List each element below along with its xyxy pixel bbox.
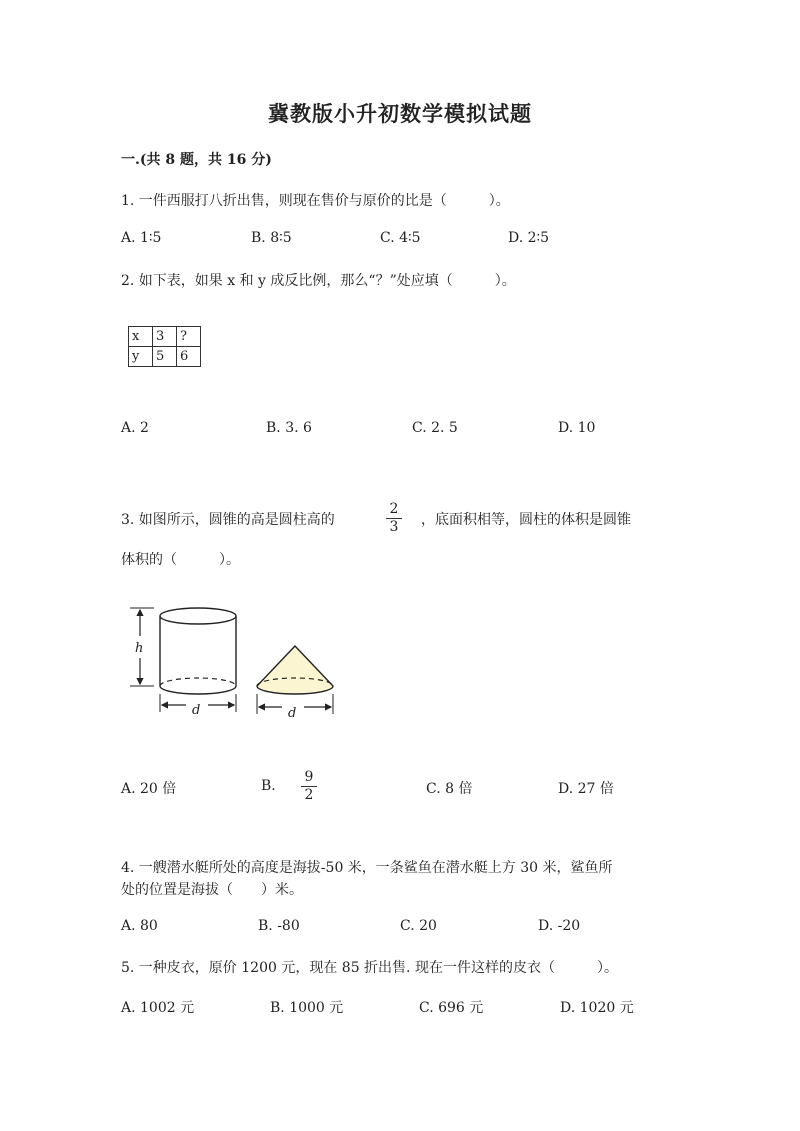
fraction-denominator: 3 [389, 519, 399, 535]
fraction-numerator: 9 [304, 769, 314, 785]
question-3-text-start: 3. 如图所示，圆锥的高是圆柱高的 [121, 512, 335, 528]
q5-option-a: A. 1002 元 [121, 1000, 195, 1016]
q1-option-a: A. 1∶5 [121, 230, 162, 246]
table-cell: ? [177, 327, 201, 347]
q4-option-b: B. -80 [258, 918, 300, 934]
question-3-text-line2: 体积的（ ）。 [121, 552, 240, 568]
fraction-nine-halves [301, 770, 317, 803]
q4-option-d: D. -20 [538, 918, 581, 934]
q2-option-c: C. 2. 5 [412, 420, 458, 436]
table-cell: 6 [177, 347, 201, 367]
q4-option-a: A. 80 [121, 918, 158, 934]
q3-option-a: A. 20 倍 [121, 781, 177, 797]
q3-option-d: D. 27 倍 [558, 781, 614, 797]
table-row [129, 327, 201, 347]
q1-option-d: D. 2∶5 [508, 230, 550, 246]
q1-option-c: C. 4∶5 [380, 230, 421, 246]
question-4-text-line2: 处的位置是海拔（ ）米。 [121, 882, 303, 898]
table-cell: y [129, 347, 153, 367]
fraction-denominator: 2 [304, 787, 314, 803]
question-5-text: 5. 一种皮衣，原价 1200 元，现在 85 折出售. 现在一件这样的皮衣（ ）。 [121, 960, 618, 976]
question-2-text: 2. 如下表，如果 x 和 y 成反比例，那么“？”处应填（ ）。 [121, 273, 516, 289]
page-title: 冀教版小升初数学模拟试题 [268, 101, 532, 126]
q2-option-d: D. 10 [558, 420, 596, 436]
question-1-text: 1. 一件西服打八折出售，则现在售价与原价的比是（ ）。 [121, 193, 510, 209]
q2-option-a: A. 2 [121, 420, 149, 436]
cylinder-diameter-label: d [192, 703, 201, 718]
q1-option-b: B. 8∶5 [251, 230, 292, 246]
question-4-text-line1: 4. 一艘潜水艇所处的高度是海拔-50 米，一条鲨鱼在潜水艇上方 30 米，鲨鱼所 [121, 860, 613, 876]
table-cell: 5 [153, 347, 177, 367]
q4-option-c: C. 20 [400, 918, 437, 934]
table-row [129, 347, 201, 367]
table-cell: 3 [153, 327, 177, 347]
section-heading: 一.(共 8 题，共 16 分) [121, 152, 272, 168]
cone-diameter-label: d [288, 706, 297, 721]
fraction-two-thirds [386, 502, 402, 535]
fraction-numerator: 2 [389, 501, 399, 517]
q5-option-c: C. 696 元 [419, 1000, 484, 1016]
question-3-text-end: ，底面积相等，圆柱的体积是圆锥 [421, 512, 631, 528]
height-label: h [135, 641, 144, 656]
q3-option-b: B. [261, 778, 276, 794]
q2-option-b: B. 3. 6 [266, 420, 312, 436]
cylinder-shape [160, 608, 236, 694]
cone-shape [257, 646, 333, 694]
cylinder-cone-figure [124, 602, 344, 722]
q5-option-d: D. 1020 元 [560, 1000, 634, 1016]
table-cell: x [129, 327, 153, 347]
q3-option-c: C. 8 倍 [426, 781, 473, 797]
xy-table [128, 326, 201, 367]
q5-option-b: B. 1000 元 [270, 1000, 344, 1016]
